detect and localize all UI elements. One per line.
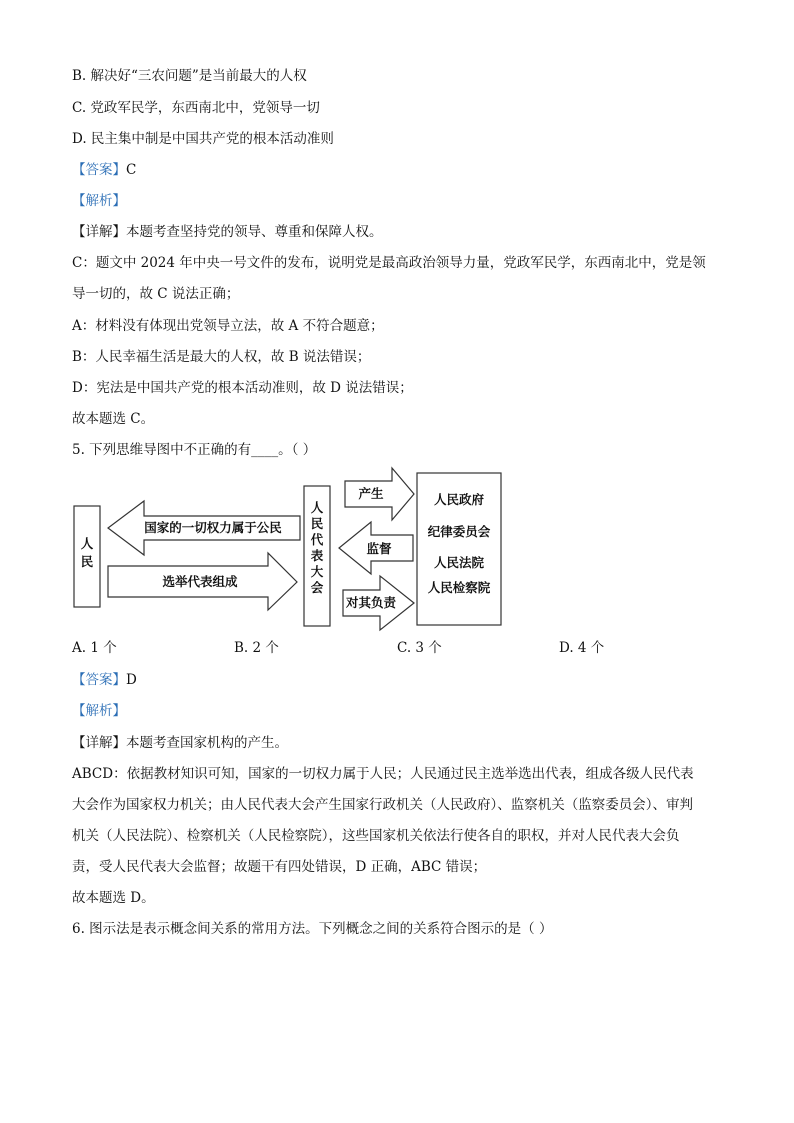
q4-analysis-tag: 【解析】 [72,193,126,209]
people-char-2: 民 [80,554,94,569]
q5-conclusion: 故本题选 D。 [72,890,155,906]
answer-value: D [126,672,137,688]
congress-char: 会 [310,580,324,595]
prev-option-d: D. 民主集中制是中国共产党的根本活动准则 [72,131,334,147]
answer-tag: 【答案】 [72,672,126,688]
detail-intro: 本题考查国家机构的产生。 [126,735,288,751]
arrow-produce-label: 产生 [358,486,384,501]
q4-c-explain-2: 导一切的，故 C 说法正确； [72,286,240,302]
q5-explain-4: 责，受人民代表大会监督；故题干有四处错误，D 正确，ABC 错误； [72,859,487,875]
q5-option-c: C. 3 个 [397,640,442,656]
organ-government: 人民政府 [433,492,485,507]
organ-procuratorate: 人民检察院 [427,580,491,595]
detail-intro: 本题考查坚持党的领导、尊重和保障人权。 [126,224,383,240]
arrow-elect-label: 选举代表组成 [162,574,238,589]
detail-tag: 【详解】 [72,735,126,751]
q4-c-explain-1: C：题文中 2024 年中央一号文件的发布，说明党是最高政治领导力量，党政军民学，东西南北中，党是领 [72,255,706,271]
q5-analysis-tag: 【解析】 [72,703,126,719]
arrow-power-label: 国家的一切权力属于公民 [144,520,282,535]
congress-char: 代 [310,532,324,547]
congress-char: 表 [310,548,324,563]
q5-explain-1: ABCD：依据教材知识可知，国家的一切权力属于人民；人民通过民主选举选出代表，组成各级人民代表 [72,766,694,782]
q5-option-d: D. 4 个 [559,640,605,656]
answer-value: C [126,162,137,178]
detail-tag: 【详解】 [72,224,126,240]
congress-char: 民 [310,516,324,531]
people-char-1: 人 [80,536,94,551]
q5-detail [72,733,288,753]
congress-char: 大 [310,564,324,579]
congress-char: 人 [310,500,324,515]
q6-stem: 6. 图示法是表示概念间关系的常用方法。下列概念之间的关系符合图示的是（ ） [72,921,553,937]
q4-conclusion: 故本题选 C。 [72,411,155,427]
organ-discipline-committee: 纪律委员会 [427,524,491,539]
arrow-supervise-label: 监督 [366,541,392,556]
q4-b-explain: B：人民幸福生活是最大的人权，故 B 说法错误； [72,349,371,365]
q5-option-b: B. 2 个 [234,640,279,656]
q4-a-explain: A：材料没有体现出党领导立法，故 A 不符合题意； [72,318,384,334]
q4-d-explain: D：宪法是中国共产党的根本活动准则，故 D 说法错误； [72,380,413,396]
q5-stem: 5. 下列思维导图中不正确的有____。（ ） [72,442,317,458]
arrow-responsible-label: 对其负责 [345,595,397,610]
q5-answer [72,670,137,690]
q5-explain-3: 机关（人民法院）、检察机关（人民检察院），这些国家机关依法行使各自的职权，并对人民代表大会负 [72,828,680,844]
answer-tag: 【答案】 [72,162,126,178]
organ-court: 人民法院 [433,555,485,570]
congress-label [311,500,324,595]
q5-explain-2: 大会作为国家权力机关；由人民代表大会产生国家行政机关（人民政府）、监察机关（监察委员会）、审判 [72,797,693,813]
prev-option-c: C. 党政军民学，东西南北中，党领导一切 [72,100,320,116]
q5-option-a: A. 1 个 [72,640,117,656]
prev-option-b: B. 解决好“三农问题”是当前最大的人权 [72,68,307,84]
